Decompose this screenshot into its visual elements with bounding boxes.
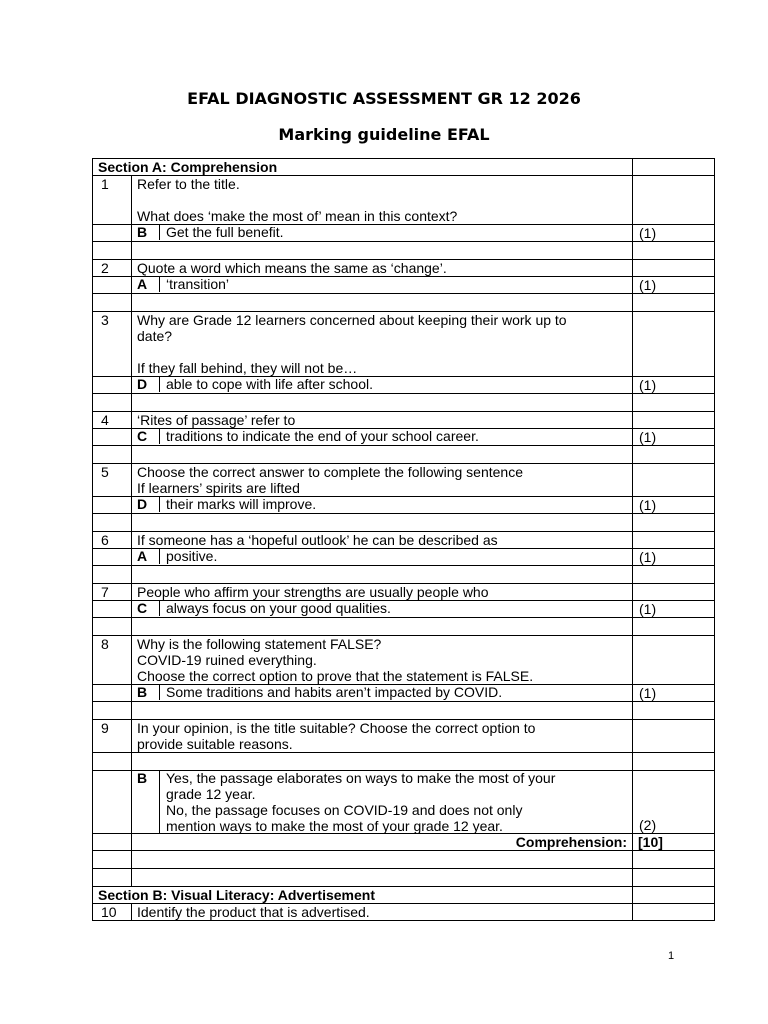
marking-table bbox=[92, 158, 715, 921]
answer-cell bbox=[132, 225, 633, 242]
empty-cell bbox=[93, 277, 132, 294]
question-line: provide suitable reasons. bbox=[137, 736, 293, 752]
question-line bbox=[137, 344, 627, 360]
empty-cell bbox=[633, 618, 715, 636]
empty-cell bbox=[633, 636, 715, 685]
question-number: 3 bbox=[93, 312, 132, 377]
empty-cell bbox=[93, 497, 132, 514]
question-row bbox=[93, 720, 715, 753]
question-line: Quote a word which means the same as ‘change’. bbox=[137, 260, 447, 276]
empty-cell bbox=[633, 753, 715, 771]
answer-text: their marks will improve. bbox=[166, 496, 317, 512]
empty-cell bbox=[633, 514, 715, 532]
question-text bbox=[132, 260, 633, 277]
answer-text: always focus on your good qualities. bbox=[166, 600, 391, 616]
question-line: If someone has a ‘hopeful outlook’ he can be described as bbox=[137, 532, 498, 548]
empty-cell bbox=[93, 429, 132, 446]
question-line: COVID-19 ruined everything. bbox=[137, 652, 317, 668]
answer-letter: B bbox=[131, 224, 160, 240]
empty-cell bbox=[633, 242, 715, 260]
answer-row bbox=[93, 601, 715, 618]
empty-cell bbox=[93, 771, 132, 834]
answer-cell bbox=[132, 429, 633, 446]
page-number: 1 bbox=[668, 950, 675, 962]
answer-text: able to cope with life after school. bbox=[166, 376, 374, 392]
question-line: Why is the following statement FALSE? bbox=[137, 636, 382, 652]
spacer-row bbox=[93, 294, 715, 312]
empty-cell bbox=[633, 851, 715, 869]
question-number: 6 bbox=[93, 532, 132, 549]
question-text bbox=[132, 584, 633, 601]
empty-cell bbox=[132, 702, 633, 720]
spacer-row bbox=[93, 446, 715, 464]
empty-cell bbox=[93, 618, 132, 636]
empty-cell bbox=[633, 532, 715, 549]
question-row bbox=[93, 636, 715, 685]
empty-cell bbox=[132, 618, 633, 636]
document-title: EFAL DIAGNOSTIC ASSESSMENT GR 12 2026 bbox=[187, 89, 581, 108]
answer-row bbox=[93, 771, 715, 834]
empty-cell bbox=[93, 869, 132, 887]
answer-text bbox=[160, 770, 633, 834]
section-b-heading: Section B: Visual Literacy: Advertisement bbox=[93, 887, 633, 904]
empty-cell bbox=[93, 566, 132, 584]
question-row bbox=[93, 584, 715, 601]
empty-cell bbox=[93, 549, 132, 566]
empty-cell bbox=[93, 834, 132, 851]
answer-letter: C bbox=[131, 428, 160, 444]
question-text bbox=[132, 720, 633, 753]
answer-mark: (1) bbox=[633, 685, 715, 702]
question-line: Choose the correct answer to complete the following sentence bbox=[137, 464, 523, 480]
question-number: 5 bbox=[93, 464, 132, 497]
answer-mark: (1) bbox=[633, 601, 715, 618]
answer-text: positive. bbox=[166, 548, 218, 564]
question-line: If they fall behind, they will not be… bbox=[137, 360, 358, 376]
answer-line: mention ways to make the most of your grade 12 year. bbox=[166, 818, 503, 834]
answer-letter: D bbox=[131, 376, 160, 392]
empty-cell bbox=[93, 685, 132, 702]
question-row bbox=[93, 312, 715, 377]
question-row bbox=[93, 904, 715, 921]
empty-cell bbox=[93, 242, 132, 260]
empty-cell bbox=[132, 394, 633, 412]
answer-text: ‘transition’ bbox=[166, 276, 230, 292]
answer-line: grade 12 year. bbox=[166, 786, 256, 802]
empty-cell bbox=[633, 394, 715, 412]
spacer-row bbox=[93, 394, 715, 412]
question-number: 9 bbox=[93, 720, 132, 753]
empty-cell bbox=[93, 702, 132, 720]
spacer-row bbox=[93, 702, 715, 720]
empty-cell bbox=[633, 446, 715, 464]
answer-mark: (1) bbox=[633, 497, 715, 514]
question-text: Identify the product that is advertised. bbox=[132, 904, 633, 921]
answer-mark: (2) bbox=[633, 771, 715, 834]
spacer-row bbox=[93, 514, 715, 532]
total-label: Comprehension: bbox=[132, 834, 633, 851]
question-line: If learners’ spirits are lifted bbox=[137, 480, 300, 496]
answer-row bbox=[93, 685, 715, 702]
empty-cell bbox=[93, 851, 132, 869]
answer-letter: B bbox=[131, 770, 160, 834]
question-text bbox=[132, 412, 633, 429]
question-line: In your opinion, is the title suitable? Choose the correct option to bbox=[137, 720, 536, 736]
question-line: People who affirm your strengths are usually people who bbox=[137, 584, 489, 600]
answer-mark: (1) bbox=[633, 377, 715, 394]
section-a-heading: Section A: Comprehension bbox=[93, 159, 633, 176]
answer-cell bbox=[132, 277, 633, 294]
empty-cell bbox=[93, 601, 132, 618]
answer-cell bbox=[132, 377, 633, 394]
answer-cell bbox=[132, 771, 633, 834]
question-number: 10 bbox=[93, 904, 132, 921]
question-line: What does ‘make the most of’ mean in this context? bbox=[137, 208, 458, 224]
empty-cell bbox=[633, 260, 715, 277]
answer-row bbox=[93, 549, 715, 566]
section-b-heading-row bbox=[93, 887, 715, 904]
document-subtitle: Marking guideline EFAL bbox=[278, 125, 490, 144]
answer-row bbox=[93, 377, 715, 394]
empty-cell bbox=[93, 394, 132, 412]
empty-cell bbox=[132, 514, 633, 532]
empty-cell bbox=[132, 566, 633, 584]
question-number: 8 bbox=[93, 636, 132, 685]
empty-cell bbox=[633, 176, 715, 225]
empty-cell bbox=[633, 566, 715, 584]
question-line bbox=[137, 192, 627, 208]
empty-cell bbox=[93, 377, 132, 394]
answer-letter: A bbox=[131, 548, 160, 564]
question-line: Choose the correct option to prove that the statement is FALSE. bbox=[137, 668, 534, 684]
empty-cell bbox=[132, 851, 633, 869]
question-number: 4 bbox=[93, 412, 132, 429]
answer-text: Some traditions and habits aren’t impacted by COVID. bbox=[166, 684, 503, 700]
question-line: Refer to the title. bbox=[137, 176, 240, 192]
question-text bbox=[132, 176, 633, 225]
question-text bbox=[132, 464, 633, 497]
empty-cell bbox=[93, 446, 132, 464]
empty-cell bbox=[633, 869, 715, 887]
empty-cell bbox=[93, 514, 132, 532]
empty-cell bbox=[633, 702, 715, 720]
empty-cell bbox=[93, 294, 132, 312]
section-a-heading-row bbox=[93, 159, 715, 176]
empty-cell bbox=[633, 887, 715, 904]
answer-cell bbox=[132, 685, 633, 702]
empty-cell bbox=[633, 159, 715, 176]
answer-mark: (1) bbox=[633, 225, 715, 242]
empty-cell bbox=[132, 242, 633, 260]
answer-row bbox=[93, 497, 715, 514]
question-number: 1 bbox=[93, 176, 132, 225]
answer-letter: A bbox=[131, 276, 160, 292]
answer-cell bbox=[132, 549, 633, 566]
question-row bbox=[93, 464, 715, 497]
empty-cell bbox=[633, 904, 715, 921]
answer-line: No, the passage focuses on COVID-19 and does not only bbox=[166, 802, 523, 818]
question-row bbox=[93, 176, 715, 225]
question-line: date? bbox=[137, 328, 173, 344]
empty-cell bbox=[633, 464, 715, 497]
answer-cell bbox=[132, 497, 633, 514]
question-row bbox=[93, 532, 715, 549]
answer-mark: (1) bbox=[633, 277, 715, 294]
answer-line: Yes, the passage elaborates on ways to make the most of your bbox=[166, 770, 556, 786]
empty-cell bbox=[132, 446, 633, 464]
empty-cell bbox=[132, 753, 633, 771]
question-text bbox=[132, 636, 633, 685]
question-line: Why are Grade 12 learners concerned about keeping their work up to bbox=[137, 312, 567, 328]
answer-mark: (1) bbox=[633, 429, 715, 446]
spacer-row bbox=[93, 618, 715, 636]
total-mark: [10] bbox=[633, 834, 715, 851]
spacer-row bbox=[93, 566, 715, 584]
answer-cell bbox=[132, 601, 633, 618]
answer-text: Get the full benefit. bbox=[166, 224, 284, 240]
answer-row bbox=[93, 277, 715, 294]
empty-cell bbox=[633, 312, 715, 377]
spacer-row bbox=[93, 869, 715, 887]
question-text bbox=[132, 312, 633, 377]
question-row bbox=[93, 412, 715, 429]
total-row bbox=[93, 834, 715, 851]
empty-cell bbox=[132, 869, 633, 887]
empty-cell bbox=[93, 225, 132, 242]
spacer-row bbox=[93, 753, 715, 771]
answer-text: traditions to indicate the end of your school career. bbox=[166, 428, 479, 444]
empty-cell bbox=[633, 720, 715, 753]
answer-letter: D bbox=[131, 496, 160, 512]
spacer-row bbox=[93, 242, 715, 260]
question-number: 7 bbox=[93, 584, 132, 601]
answer-row bbox=[93, 225, 715, 242]
answer-mark: (1) bbox=[633, 549, 715, 566]
empty-cell bbox=[633, 294, 715, 312]
question-line: ‘Rites of passage’ refer to bbox=[137, 412, 296, 428]
empty-cell bbox=[633, 412, 715, 429]
empty-cell bbox=[633, 584, 715, 601]
spacer-row bbox=[93, 851, 715, 869]
question-number: 2 bbox=[93, 260, 132, 277]
question-row bbox=[93, 260, 715, 277]
empty-cell bbox=[93, 753, 132, 771]
answer-letter: C bbox=[131, 600, 160, 616]
answer-letter: B bbox=[131, 684, 160, 700]
answer-row bbox=[93, 429, 715, 446]
question-text bbox=[132, 532, 633, 549]
empty-cell bbox=[132, 294, 633, 312]
